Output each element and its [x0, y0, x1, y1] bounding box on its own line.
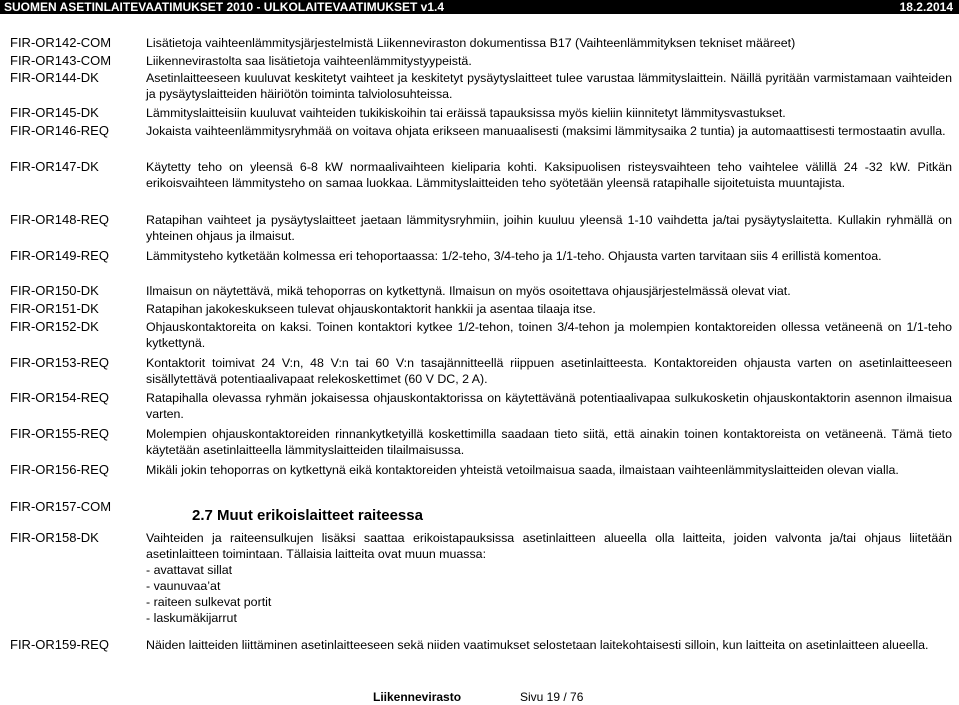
- requirement-text: Lisätietoja vaihteenlämmitysjärjestelmistä Liikenneviraston dokumentissa B17 (Vaihteenlämmityksen tekniset määreet): [146, 36, 796, 50]
- requirement-id: FIR-OR149-REQ: [10, 248, 109, 263]
- requirement-text: Molempien ohjauskontaktoreiden rinnankytketyillä koskettimilla saadaan tieto siitä, että ainakin toinen kontaktoreista on vetäneenä. Tämä tieto käytetään asetinlaitteella lämmityslaitteiden tilailmaisussa.: [146, 427, 952, 457]
- requirement-id: FIR-OR155-REQ: [10, 426, 109, 441]
- requirement-text: Ratapihan vaihteet ja pysäytyslaitteet jaetaan lämmitysryhmiin, joihin kuuluu yleensä 1-10 vaihdetta ja/tai pysäytyslaitetta. Kullakin ryhmällä on yhteinen ohjaus ja ilmaisut.: [146, 213, 952, 243]
- requirement-id: FIR-OR147-DK: [10, 159, 99, 174]
- requirement-text: Käytetty teho on yleensä 6-8 kW normaalivaihteen kieliparia kohti. Kaksipuolisen risteysvaihteen teho vaihtelee välillä 24 -32 kW. Pitkän erikoisvaihteen lämmitysteho on samaa luokkaa. Lämmityslaitteiden teho syötetään yleensä ratapihalle sijoitetuista muuntajista.: [146, 160, 952, 190]
- requirement-id: FIR-OR152-DK: [10, 319, 99, 334]
- requirement-id: FIR-OR151-DK: [10, 301, 99, 316]
- requirement-id: FIR-OR150-DK: [10, 283, 99, 298]
- requirement-text: Liikennevirastolta saa lisätietoja vaihteenlämmitystyypeistä.: [146, 54, 472, 68]
- document-header: [0, 0, 959, 14]
- requirement-id: FIR-OR143-COM: [10, 53, 112, 68]
- requirement-text: Mikäli jokin tehoporras on kytkettynä eikä kontaktoreiden yhteistä vetoilmaisua saada, ilmaistaan vaihteenlämmityslaitteiden olevan vialla.: [146, 463, 899, 477]
- requirement-text: Ratapihalla olevassa ryhmän jokaisessa ohjauskontaktorissa on käytettävänä potentiaalivapaa sulkukosketin ohjauskontaktorin asennon ilmaisua varten.: [146, 391, 952, 421]
- requirement-id: FIR-OR157-COM: [10, 499, 112, 514]
- requirement-text: Näiden laitteiden liittäminen asetinlaitteeseen sekä niiden vaatimukset selostetaan laitekohtaisesti silloin, kun laitteita on asetinlaitteen alueella.: [146, 638, 929, 652]
- footer-organization: Liikennevirasto: [373, 690, 462, 704]
- document-date: 18.2.2014: [899, 0, 953, 14]
- requirement-text: Ilmaisun on näytettävä, mikä tehoporras on kytkettynä. Ilmaisun on myös osoitettava ohjausjärjestelmässä olevat viat.: [146, 284, 791, 298]
- requirement-id: FIR-OR153-REQ: [10, 355, 109, 370]
- section-heading: 2.7 Muut erikoislaitteet raiteessa: [192, 507, 423, 524]
- requirement-id: FIR-OR154-REQ: [10, 390, 109, 405]
- requirement-text: Ohjauskontaktoreita on kaksi. Toinen kontaktori kytkee 1/2-tehon, toinen 3/4-tehon ja molempien kontaktoreiden ollessa vetäneenä on 1/1-teho kytkettynä.: [146, 320, 952, 350]
- requirement-text: Jokaista vaihteenlämmitysryhmää on voitava ohjata erikseen manuaalisesti (maksimi lämmitysaika 2 tuntia) ja automaattisesti termostaatin avulla.: [146, 124, 946, 138]
- requirement-id: FIR-OR158-DK: [10, 530, 99, 545]
- page-number: Sivu 19 / 76: [520, 690, 584, 704]
- requirement-text: Vaihteiden ja raiteensulkujen lisäksi saattaa erikoistapauksissa asetinlaitteen alueella olla laitteita, joiden valvonta ja/tai ohjaus liitetään asetinlaitteen toimintaan. Tällaisia laitteita ovat muun muassa: - avattavat sillat - vaunuvaa’at - raiteen sulkevat portit - laskumäkijarrut: [146, 531, 952, 625]
- requirement-text: Kontaktorit toimivat 24 V:n, 48 V:n tai 60 V:n tasajännitteellä riippuen asetinlaitteesta. Kontaktoreiden ohjausta varten on asetinlaitteeseen sisällytettävä potentiaalivapaat relekoskettimet (60 V DC, 2 A).: [146, 356, 952, 386]
- requirement-text: Ratapihan jakokeskukseen tulevat ohjauskontaktorit hankkii ja asentaa tilaaja itse.: [146, 302, 596, 316]
- requirement-text: Asetinlaitteeseen kuuluvat keskitetyt vaihteet ja keskitetyt pysäytyslaitteet tulee varustaa lämmityslaittein. Näillä pyritään varmistamaan vaihteiden ja pysäytyslaitteiden häiriötön toiminta talviolosuhteissa.: [146, 71, 952, 101]
- requirement-id: FIR-OR142-COM: [10, 35, 112, 50]
- requirement-text: Lämmityslaitteisiin kuuluvat vaihteiden tukikiskoihin tai eräissä tapauksissa myös kieliin kiinnitetyt lämmitysvastukset.: [146, 106, 786, 120]
- page-footer: [0, 690, 959, 705]
- requirement-id: FIR-OR159-REQ: [10, 637, 109, 652]
- requirement-id: FIR-OR145-DK: [10, 105, 99, 120]
- requirement-id: FIR-OR144-DK: [10, 70, 99, 85]
- requirement-id: FIR-OR146-REQ: [10, 123, 109, 138]
- requirement-id: FIR-OR148-REQ: [10, 212, 109, 227]
- requirement-text: Lämmitysteho kytketään kolmessa eri tehoportaassa: 1/2-teho, 3/4-teho ja 1/1-teho. Ohjausta varten tarvitaan siis 4 erillistä komentoa.: [146, 249, 882, 263]
- document-title: SUOMEN ASETINLAITEVAATIMUKSET 2010 - ULKOLAITEVAATIMUKSET v1.4: [4, 0, 445, 14]
- requirement-id: FIR-OR156-REQ: [10, 462, 109, 477]
